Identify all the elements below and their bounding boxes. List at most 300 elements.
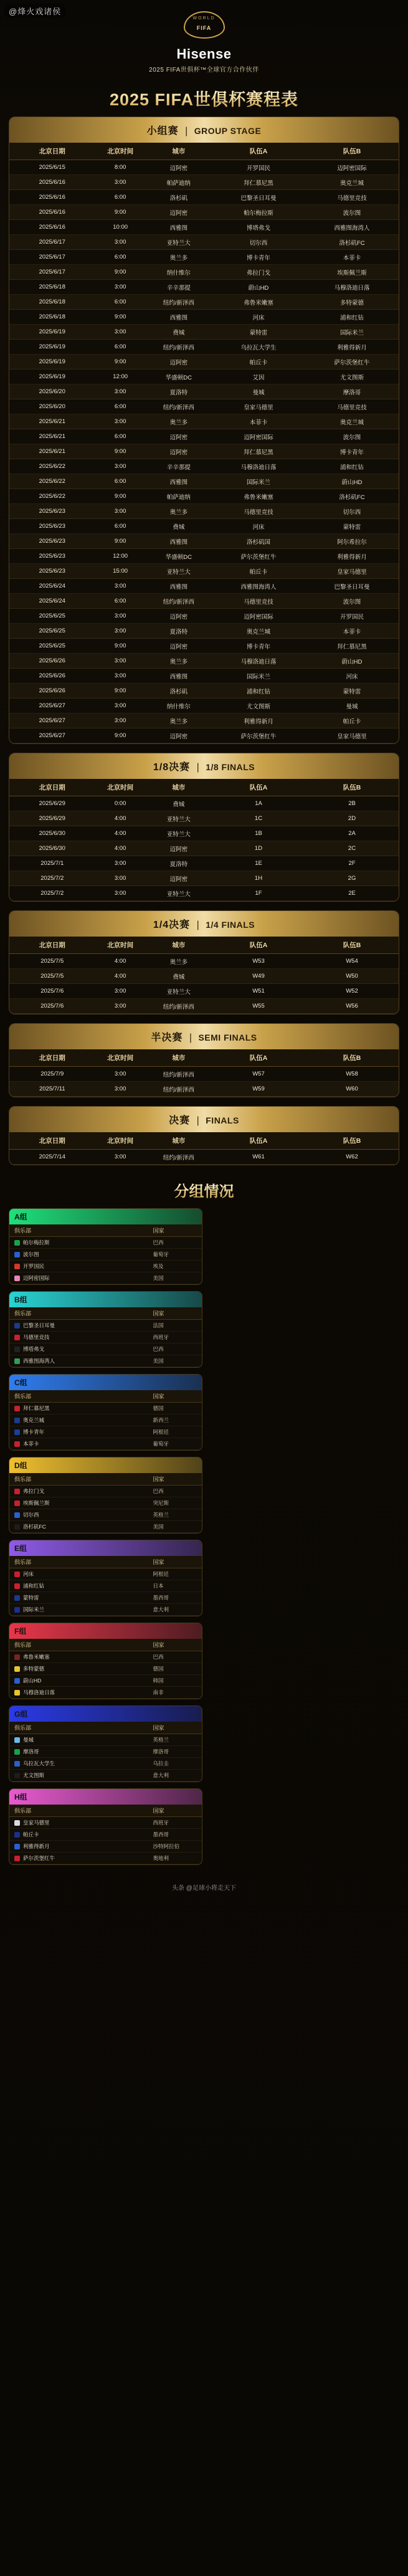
group-team-row xyxy=(9,1651,202,1663)
club-name: 博卡青年 xyxy=(23,1429,45,1435)
table-row xyxy=(9,579,399,594)
cell-1: 3:00 xyxy=(95,609,146,624)
cell-3: 皇家马德里 xyxy=(212,399,305,414)
cell-3: W57 xyxy=(212,1067,305,1082)
cell-2: 洛杉矶 xyxy=(146,190,212,205)
cell-3: 弗鲁米嫩塞 xyxy=(212,295,305,310)
cell-0: 2025/6/19 xyxy=(9,340,95,355)
cell-2: 西雅图 xyxy=(146,579,212,594)
partner-line: 2025 FIFA世俱杯™全球官方合作伙伴 xyxy=(149,67,259,74)
column-header-0: 北京日期 xyxy=(9,937,95,954)
cell-3: 奥克兰城 xyxy=(212,624,305,639)
cell-0: 2025/6/22 xyxy=(9,459,95,474)
club-nation: 韩国 xyxy=(153,1677,164,1684)
table-row xyxy=(9,489,399,504)
cell-3: 曼城 xyxy=(212,384,305,399)
group-team-row xyxy=(9,1438,202,1450)
club-badge-icon xyxy=(14,1406,20,1411)
club-name: 埃斯佩兰斯 xyxy=(23,1500,50,1506)
cell-4: 西雅图海湾人 xyxy=(305,220,399,235)
cell-2: 西雅图 xyxy=(146,310,212,325)
cell-1: 9:00 xyxy=(95,489,146,504)
cell-4: 阿尔希拉尔 xyxy=(305,534,399,549)
club-name: 开罗国民 xyxy=(23,1263,45,1269)
table-row xyxy=(9,250,399,265)
cell-4: 波尔图 xyxy=(305,205,399,220)
cell-2: 迈阿密 xyxy=(146,609,212,624)
cell-2: 迈阿密 xyxy=(146,728,212,743)
cell-1: 4:00 xyxy=(95,954,146,969)
column-header-3: 队伍A xyxy=(212,937,305,954)
column-header-0: 北京日期 xyxy=(9,779,95,796)
cell-1: 9:00 xyxy=(95,355,146,370)
cell-2: 帕萨迪纳 xyxy=(146,175,212,190)
cell-0: 2025/6/19 xyxy=(9,325,95,340)
club-nation: 葡萄牙 xyxy=(153,1251,169,1257)
cell-3: 河床 xyxy=(212,519,305,534)
cell-4: 2F xyxy=(305,856,399,871)
cell-3: 博卡青年 xyxy=(212,639,305,654)
club-nation: 奥地利 xyxy=(153,1855,169,1861)
cell-1: 3:00 xyxy=(95,624,146,639)
club-nation: 美国 xyxy=(153,1358,164,1364)
cell-2: 迈阿密 xyxy=(146,429,212,444)
club-badge-icon xyxy=(14,1583,20,1589)
club-nation: 日本 xyxy=(153,1583,164,1589)
cell-3: W61 xyxy=(212,1150,305,1165)
cell-2: 亚特兰大 xyxy=(146,886,212,901)
cell-2: 纽约/新泽西 xyxy=(146,1150,212,1165)
cell-0: 2025/6/16 xyxy=(9,220,95,235)
club-badge-icon xyxy=(14,1666,20,1672)
table-row xyxy=(9,1150,399,1165)
cell-0: 2025/6/25 xyxy=(9,624,95,639)
group-card-5 xyxy=(9,1623,202,1699)
cell-0: 2025/6/24 xyxy=(9,594,95,609)
group-team-row xyxy=(9,1663,202,1675)
cell-1: 8:00 xyxy=(95,160,146,175)
cell-1: 4:00 xyxy=(95,969,146,984)
group-name: H组 xyxy=(9,1789,202,1805)
cell-4: 切尔西 xyxy=(305,504,399,519)
cell-2: 奥兰多 xyxy=(146,654,212,669)
table-row xyxy=(9,871,399,886)
cell-1: 6:00 xyxy=(95,429,146,444)
cell-3: W51 xyxy=(212,984,305,999)
cell-3: 河床 xyxy=(212,310,305,325)
column-header-1: 北京时间 xyxy=(95,143,146,160)
cell-3: 帕丘卡 xyxy=(212,564,305,579)
cell-3: 马德里竞技 xyxy=(212,504,305,519)
cell-4: W58 xyxy=(305,1067,399,1082)
qf-header: 1/4决赛 | 1/4 FINALS xyxy=(9,911,399,937)
cell-4: 浦和红钻 xyxy=(305,310,399,325)
cell-4: 洛杉矶FC xyxy=(305,489,399,504)
column-header-4: 队伍B xyxy=(305,1132,399,1150)
cell-1: 3:00 xyxy=(95,699,146,713)
cell-1: 3:00 xyxy=(95,1067,146,1082)
cell-4: W52 xyxy=(305,984,399,999)
final-table xyxy=(9,1132,399,1165)
cell-0: 2025/6/23 xyxy=(9,534,95,549)
table-row xyxy=(9,265,399,280)
cell-2: 奥兰多 xyxy=(146,414,212,429)
cell-1: 9:00 xyxy=(95,684,146,699)
group-stage-header: 小组赛 | GROUP STAGE xyxy=(9,117,399,143)
cell-0: 2025/6/16 xyxy=(9,175,95,190)
table-row xyxy=(9,444,399,459)
cell-4: 2E xyxy=(305,886,399,901)
cell-1: 4:00 xyxy=(95,811,146,826)
group-stage-title-cn: 小组赛 xyxy=(146,126,179,136)
final-title-en: FINALS xyxy=(206,1115,239,1125)
cell-0: 2025/6/16 xyxy=(9,190,95,205)
cell-2: 亚特兰大 xyxy=(146,564,212,579)
cell-0: 2025/6/19 xyxy=(9,355,95,370)
cell-1: 3:00 xyxy=(95,856,146,871)
table-row xyxy=(9,654,399,669)
cell-0: 2025/6/26 xyxy=(9,654,95,669)
cell-1: 3:00 xyxy=(95,886,146,901)
cell-3: 1H xyxy=(212,871,305,886)
table-row xyxy=(9,886,399,901)
cell-2: 华盛顿DC xyxy=(146,370,212,384)
cell-1: 3:00 xyxy=(95,579,146,594)
cell-0: 2025/6/20 xyxy=(9,384,95,399)
cell-2: 纽约/新泽西 xyxy=(146,1067,212,1082)
cell-3: 1F xyxy=(212,886,305,901)
group-name: E组 xyxy=(9,1540,202,1556)
cell-3: 拜仁慕尼黑 xyxy=(212,444,305,459)
column-header-2: 城市 xyxy=(146,1049,212,1067)
club-nation: 意大利 xyxy=(153,1606,169,1613)
cell-4: 2C xyxy=(305,841,399,856)
cell-2: 迈阿密 xyxy=(146,841,212,856)
club-badge-icon xyxy=(14,1678,20,1684)
group-name: B组 xyxy=(9,1292,202,1307)
cell-0: 2025/6/23 xyxy=(9,564,95,579)
cell-1: 3:00 xyxy=(95,384,146,399)
cell-0: 2025/6/24 xyxy=(9,579,95,594)
cell-4: 萨尔茨堡红牛 xyxy=(305,355,399,370)
club-badge-icon xyxy=(14,1358,20,1364)
cell-4: 国际米兰 xyxy=(305,325,399,340)
group-column-headers: 俱乐部 国家 xyxy=(9,1224,202,1237)
cell-3: 马德里竞技 xyxy=(212,594,305,609)
cell-2: 纽约/新泽西 xyxy=(146,399,212,414)
cell-0: 2025/6/19 xyxy=(9,370,95,384)
cell-2: 奥兰多 xyxy=(146,250,212,265)
footer-credit: 头条 @足球小将走天下 xyxy=(172,1885,236,1892)
cell-1: 3:00 xyxy=(95,459,146,474)
table-row xyxy=(9,504,399,519)
cell-1: 3:00 xyxy=(95,713,146,728)
cell-0: 2025/6/22 xyxy=(9,474,95,489)
cell-4: 马德里竞技 xyxy=(305,190,399,205)
club-name: 乌拉瓦大学生 xyxy=(23,1760,55,1767)
final-header: 决赛 | FINALS xyxy=(9,1107,399,1132)
cell-4: 蒙特雷 xyxy=(305,519,399,534)
club-name: 蒙特雷 xyxy=(23,1595,39,1601)
column-header-0: 北京日期 xyxy=(9,1049,95,1067)
table-header-row xyxy=(9,779,399,796)
cell-1: 6:00 xyxy=(95,340,146,355)
club-nation: 法国 xyxy=(153,1322,164,1329)
club-nation: 沙特阿拉伯 xyxy=(153,1843,180,1849)
cell-4: 埃斯佩兰斯 xyxy=(305,265,399,280)
group-name: C组 xyxy=(9,1375,202,1390)
table-row xyxy=(9,190,399,205)
column-header-4: 队伍B xyxy=(305,1049,399,1067)
table-row xyxy=(9,384,399,399)
group-column-headers: 俱乐部 国家 xyxy=(9,1307,202,1320)
cell-3: 弗鲁米嫩塞 xyxy=(212,489,305,504)
group-team-row xyxy=(9,1817,202,1829)
cell-4: 开罗国民 xyxy=(305,609,399,624)
cell-2: 迈阿密 xyxy=(146,871,212,886)
club-name: 蔚山HD xyxy=(23,1677,42,1684)
groups-grid xyxy=(9,1208,399,1865)
club-nation: 埃及 xyxy=(153,1263,164,1269)
cell-2: 亚特兰大 xyxy=(146,984,212,999)
club-badge-icon xyxy=(14,1749,20,1755)
cell-1: 3:00 xyxy=(95,984,146,999)
column-header-0: 北京日期 xyxy=(9,1132,95,1150)
cell-1: 3:00 xyxy=(95,1150,146,1165)
cell-4: 马德里竞技 xyxy=(305,399,399,414)
cell-1: 6:00 xyxy=(95,594,146,609)
club-name: 弗鲁米嫩塞 xyxy=(23,1654,50,1660)
cell-1: 6:00 xyxy=(95,190,146,205)
cell-4: 利雅得新月 xyxy=(305,549,399,564)
club-nation: 巴西 xyxy=(153,1346,164,1352)
final-block xyxy=(9,1106,399,1165)
cell-3: W49 xyxy=(212,969,305,984)
cell-0: 2025/6/16 xyxy=(9,205,95,220)
cell-0: 2025/7/14 xyxy=(9,1150,95,1165)
group-team-row xyxy=(9,1249,202,1261)
cell-0: 2025/6/22 xyxy=(9,489,95,504)
cell-3: 马穆洛迪日落 xyxy=(212,654,305,669)
table-row xyxy=(9,826,399,841)
table-row xyxy=(9,1067,399,1082)
cell-4: 波尔图 xyxy=(305,429,399,444)
table-header-row xyxy=(9,937,399,954)
cell-0: 2025/6/23 xyxy=(9,549,95,564)
cell-0: 2025/6/27 xyxy=(9,728,95,743)
group-stage-title-en: GROUP STAGE xyxy=(194,126,262,136)
table-row xyxy=(9,984,399,999)
cell-1: 3:00 xyxy=(95,504,146,519)
cell-2: 西雅图 xyxy=(146,220,212,235)
cell-4: W50 xyxy=(305,969,399,984)
group-team-row xyxy=(9,1497,202,1509)
cell-4: 摩洛哥 xyxy=(305,384,399,399)
cell-2: 迈阿密 xyxy=(146,444,212,459)
club-name: 帕尔梅拉斯 xyxy=(23,1239,50,1246)
club-badge-icon xyxy=(14,1323,20,1329)
cell-3: 萨尔茨堡红牛 xyxy=(212,728,305,743)
cell-0: 2025/6/30 xyxy=(9,841,95,856)
r16-header: 1/8决赛 | 1/8 FINALS xyxy=(9,753,399,779)
groups-section-title: 分组情况 xyxy=(0,1179,408,1201)
group-team-row xyxy=(9,1509,202,1521)
cell-4: 2A xyxy=(305,826,399,841)
club-badge-icon xyxy=(14,1844,20,1849)
cell-0: 2025/6/17 xyxy=(9,265,95,280)
group-team-row xyxy=(9,1675,202,1687)
cell-4: W60 xyxy=(305,1082,399,1097)
club-name: 弗拉门戈 xyxy=(23,1488,45,1494)
cell-2: 费城 xyxy=(146,969,212,984)
cell-2: 亚特兰大 xyxy=(146,826,212,841)
table-row xyxy=(9,280,399,295)
cell-0: 2025/7/6 xyxy=(9,984,95,999)
cell-2: 夏洛特 xyxy=(146,384,212,399)
footer xyxy=(0,1876,408,1902)
cell-0: 2025/6/25 xyxy=(9,609,95,624)
table-row xyxy=(9,954,399,969)
table-row xyxy=(9,856,399,871)
column-header-1: 北京时间 xyxy=(95,1132,146,1150)
cell-2: 纽约/新泽西 xyxy=(146,594,212,609)
sf-title-cn: 半决赛 xyxy=(151,1033,183,1043)
cell-3: 艾因 xyxy=(212,370,305,384)
column-header-1: 北京时间 xyxy=(95,937,146,954)
cell-4: 蔚山HD xyxy=(305,654,399,669)
cell-3: 西雅图海湾人 xyxy=(212,579,305,594)
cell-3: 浦和红钻 xyxy=(212,684,305,699)
cell-0: 2025/6/18 xyxy=(9,295,95,310)
club-name: 巴黎圣日耳曼 xyxy=(23,1322,55,1329)
cell-0: 2025/6/30 xyxy=(9,826,95,841)
column-header-4: 队伍B xyxy=(305,143,399,160)
cell-4: 2G xyxy=(305,871,399,886)
cell-4: W54 xyxy=(305,954,399,969)
column-header-3: 队伍A xyxy=(212,143,305,160)
cell-1: 9:00 xyxy=(95,444,146,459)
group-team-row xyxy=(9,1746,202,1758)
cell-1: 3:00 xyxy=(95,654,146,669)
group-card-4 xyxy=(9,1540,202,1616)
group-team-row xyxy=(9,1829,202,1841)
club-badge-icon xyxy=(14,1418,20,1423)
cell-3: 1E xyxy=(212,856,305,871)
fifa-crest-icon xyxy=(178,9,231,45)
club-badge-icon xyxy=(14,1607,20,1613)
group-team-row xyxy=(9,1414,202,1426)
cell-0: 2025/6/18 xyxy=(9,280,95,295)
cell-2: 华盛顿DC xyxy=(146,549,212,564)
cell-4: 波尔图 xyxy=(305,594,399,609)
cell-3: 帕尔梅拉斯 xyxy=(212,205,305,220)
column-header-3: 队伍A xyxy=(212,1132,305,1150)
club-nation: 摩洛哥 xyxy=(153,1748,169,1755)
club-badge-icon xyxy=(14,1524,20,1530)
club-name: 利雅得新月 xyxy=(23,1843,50,1849)
sf-table xyxy=(9,1049,399,1097)
cell-4: 迈阿密国际 xyxy=(305,160,399,175)
group-team-row xyxy=(9,1592,202,1604)
cell-1: 6:00 xyxy=(95,399,146,414)
cell-1: 6:00 xyxy=(95,250,146,265)
group-team-row xyxy=(9,1237,202,1249)
club-nation: 阿根廷 xyxy=(153,1429,169,1435)
cell-2: 纽约/新泽西 xyxy=(146,1082,212,1097)
group-team-row xyxy=(9,1841,202,1853)
cell-1: 12:00 xyxy=(95,549,146,564)
table-row xyxy=(9,175,399,190)
cell-4: 皇家马德里 xyxy=(305,564,399,579)
cell-3: 洛杉矶国 xyxy=(212,534,305,549)
club-name: 马穆洛迪日落 xyxy=(23,1689,55,1696)
sf-title-en: SEMI FINALS xyxy=(198,1033,257,1042)
cell-2: 费城 xyxy=(146,796,212,811)
group-stage-block xyxy=(9,117,399,744)
cell-3: 尤文图斯 xyxy=(212,699,305,713)
column-header-2: 城市 xyxy=(146,1132,212,1150)
group-name: G组 xyxy=(9,1706,202,1722)
page-title: 2025 FIFA世俱杯赛程表 xyxy=(0,86,408,110)
group-column-headers: 俱乐部 国家 xyxy=(9,1473,202,1486)
table-row xyxy=(9,295,399,310)
club-nation: 巴西 xyxy=(153,1654,164,1660)
club-name: 曼城 xyxy=(23,1737,34,1743)
club-name: 浦和红钻 xyxy=(23,1583,45,1589)
club-badge-icon xyxy=(14,1264,20,1269)
table-row xyxy=(9,969,399,984)
club-nation: 西班牙 xyxy=(153,1820,169,1826)
cell-3: 国际米兰 xyxy=(212,474,305,489)
club-nation: 英格兰 xyxy=(153,1512,169,1518)
cell-1: 4:00 xyxy=(95,841,146,856)
cell-4: 奥克兰城 xyxy=(305,175,399,190)
table-row xyxy=(9,414,399,429)
cell-0: 2025/7/1 xyxy=(9,856,95,871)
column-header-0: 北京日期 xyxy=(9,143,95,160)
cell-0: 2025/6/26 xyxy=(9,669,95,684)
group-team-row xyxy=(9,1486,202,1497)
cell-0: 2025/6/21 xyxy=(9,429,95,444)
column-header-4: 队伍B xyxy=(305,779,399,796)
r16-table xyxy=(9,779,399,901)
club-name: 帕丘卡 xyxy=(23,1831,39,1838)
table-row xyxy=(9,340,399,355)
cell-4: 洛杉矶FC xyxy=(305,235,399,250)
table-row xyxy=(9,699,399,713)
cell-3: 本菲卡 xyxy=(212,414,305,429)
cell-4: 本菲卡 xyxy=(305,624,399,639)
sf-block xyxy=(9,1023,399,1097)
table-row xyxy=(9,624,399,639)
group-team-row xyxy=(9,1320,202,1332)
club-nation: 巴西 xyxy=(153,1488,164,1494)
club-nation: 墨西哥 xyxy=(153,1595,169,1601)
cell-4: 多特蒙德 xyxy=(305,295,399,310)
group-team-row xyxy=(9,1770,202,1782)
table-row xyxy=(9,325,399,340)
club-name: 拜仁慕尼黑 xyxy=(23,1405,50,1411)
cell-4: 皇家马德里 xyxy=(305,728,399,743)
club-badge-icon xyxy=(14,1429,20,1435)
cell-1: 6:00 xyxy=(95,295,146,310)
club-name: 波尔图 xyxy=(23,1251,39,1257)
club-nation: 阿根廷 xyxy=(153,1571,169,1577)
club-badge-icon xyxy=(14,1276,20,1281)
cell-1: 9:00 xyxy=(95,205,146,220)
club-badge-icon xyxy=(14,1441,20,1447)
club-badge-icon xyxy=(14,1347,20,1352)
